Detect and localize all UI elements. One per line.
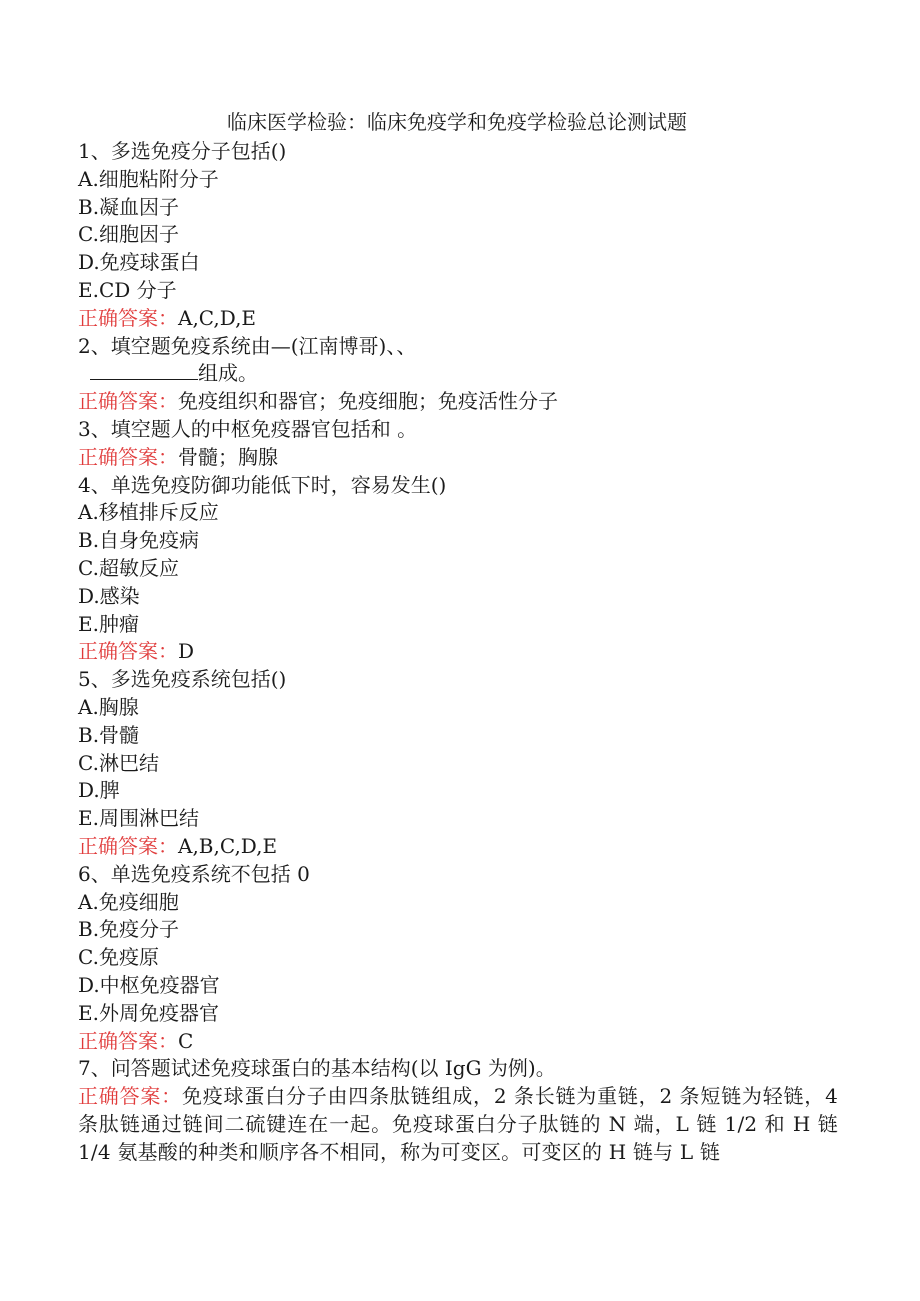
question-1-option-a: A.细胞粘附分子 [78,166,219,191]
question-5-option-c: C.淋巴结 [78,750,159,775]
answer-label: 正确答案： [78,389,178,414]
question-2-answer [78,388,838,416]
answer-label: 正确答案： [78,1028,178,1053]
question-6-stem: 6、单选免疫系统不包括 0 [78,861,310,886]
question-6-option-d: D.中枢免疫器官 [78,972,220,997]
question-1-option-e: E.CD 分子 [78,277,177,302]
document-page [78,106,838,1166]
question-5-answer [78,833,838,861]
question-1-option-d: D.免疫球蛋白 [78,250,200,275]
question-4-option-b: B.自身免疫病 [78,528,200,553]
question-4-stem: 4、单选免疫防御功能低下时，容易发生() [78,472,447,497]
question-4-option-a: A.移植排斥反应 [78,500,219,525]
question-5-option-d: D.脾 [78,778,120,803]
answer-value: 免疫球蛋白分子由四条肽链组成，2 条长链为重链，2 条短链为轻链，4 条肽链通过链间二硫键连在一起。免疫球蛋白分子肽链的 N 端，L 链 1/2 和 H 链 1/4 氨基酸的种类和顺序各不相同，称为可变区。可变区的 H 链与 L 链 [78,1084,838,1164]
answer-value: A,C,D,E [178,305,257,330]
question-4-option-d: D.感染 [78,583,140,608]
question-1-answer [78,305,838,333]
question-6-option-c: C.免疫原 [78,945,159,970]
question-4-option-e: E.肿瘤 [78,611,139,636]
question-1-stem: 1、多选免疫分子包括() [78,139,287,163]
question-2-stem-continued [78,360,838,388]
question-2-stem-tail: 组成。 [198,361,258,386]
answer-label: 正确答案： [78,305,178,330]
question-7-answer [78,1083,838,1166]
question-7-stem: 7、问答题试述免疫球蛋白的基本结构(以 IgG 为例)。 [78,1056,556,1081]
answer-value: 免疫组织和器官；免疫细胞；免疫活性分子 [178,389,558,414]
answer-value: 骨髓；胸腺 [178,444,278,469]
question-3-stem: 3、填空题人的中枢免疫器官包括和 。 [78,416,418,441]
question-4-option-c: C.超敏反应 [78,555,179,580]
question-5-stem: 5、多选免疫系统包括() [78,667,287,692]
question-4-answer [78,638,838,666]
question-3-answer [78,444,838,472]
question-2-stem: 2、填空题免疫系统由—(江南博哥)、、 [78,333,417,358]
answer-value: C [178,1028,194,1053]
question-1-option-c: C.细胞因子 [78,222,179,247]
answer-label: 正确答案： [78,639,178,664]
answer-label: 正确答案： [78,833,178,858]
answer-label: 正确答案： [78,1084,182,1109]
answer-value: D [178,639,195,664]
question-5-option-a: A.胸腺 [78,694,139,719]
question-6-option-b: B.免疫分子 [78,917,180,942]
question-5-option-b: B.骨髓 [78,722,140,747]
answer-value: A,B,C,D,E [178,833,278,858]
answer-label: 正确答案： [78,444,178,469]
question-6-option-e: E.外周免疫器官 [78,1000,219,1025]
question-5-option-e: E.周围淋巴结 [78,806,199,831]
question-6-answer [78,1028,838,1056]
fill-blank [90,361,198,380]
question-1-option-b: B.凝血因子 [78,194,180,219]
question-6-option-a: A.免疫细胞 [78,889,179,914]
document-title: 临床医学检验：临床免疫学和免疫学检验总论测试题 [227,110,687,134]
